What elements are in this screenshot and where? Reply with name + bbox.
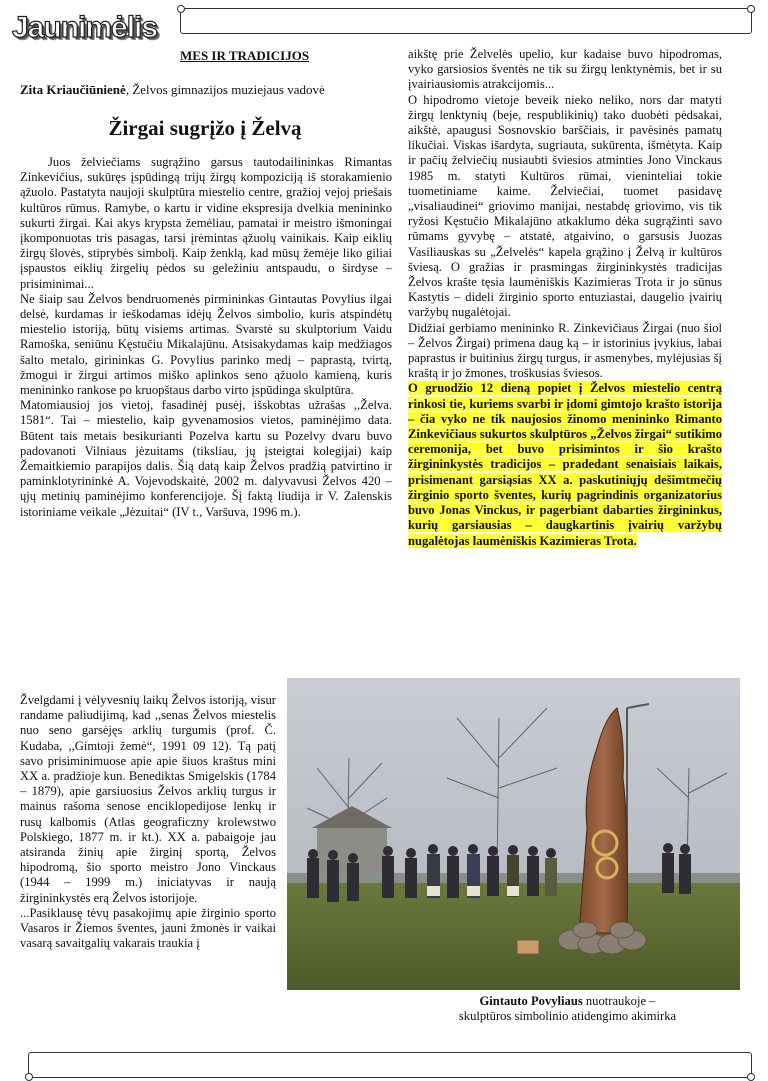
author-name: Zita Kriaučiūnienė (20, 82, 126, 97)
caption-text: nuotraukoje – (582, 994, 656, 1008)
section-heading: MES IR TRADICIJOS (180, 48, 310, 63)
footer-scroll-banner (28, 1052, 752, 1078)
author-line (20, 82, 390, 97)
article-title: Žirgai sugrįžo į Želvą (108, 116, 302, 140)
highlighted-paragraph (408, 381, 722, 548)
paragraph: ...Pasiklausę tėvų pasakojimų apie žirginio sporto Vasaros ir Žiemos šventes, jauni žmonės ir vaikai vasarą savaitgalių vakarais traukia į (20, 905, 276, 951)
paragraph: O hipodromo vietoje beveik nieko neliko, nors dar matyti žirgų lenktynių (beje, respublikinių) tako duobėti pėdsakai, aikštė, apaugusi Sosnovskio barščiais, ir pavėsinės pamatų likučiai. Viskas išardyta, sugriauta, sukūrenta, išmėtyta. Kaip ir pačių želviečių nusiaubti šviesios atminties Jono Vinckaus 1985 m. statyti Kultūros rūmai, vieninteliai tokie tuometiniame kaime. Želviečiai, tuomet pasidavę „visaliaudinei“ griovimo manijai, nestabdę griovimo, vis tik ryžosi Kęstučio Mikalajūno atkaklumo dėka sugrąžinti savo rūmams gyvybę – atstatė, atgaivino, o garsusis Juozas Vasiliauskas su „Želvelės“ kapela grąžino į Želvą ir kultūros šviesą. O gražias ir prasmingas žirgininkystės tradicijas Želvos krašte tęsia laumėniškis Kazimieras Trota ir jo sūnus Kastytis – dideli žirginio sporto entuziastai, daugelio įvairių varžybų nugalėtojai. (408, 92, 722, 320)
masthead-logo: Jaunimėlis (12, 11, 158, 44)
article-column-left (20, 155, 392, 520)
paragraph: Matomiausioj jos vietoj, fasadinėj pusėj, išskobtas užrašas ,,Želva. 1581“. Tai – miestelio, kaip gyvenamosios vietos, paminėjimo data. Būtent tais metais besikurianti Pozelva kartu su Pozelvy dvaru buvo padovanoti Vilniaus jėzuitams (tiksliau, jų įsteigtai kolegijai) kaip Žemaitkiemio parapijos dalis. Šią datą kaip Želvos pradžią patvirtino ir paminklotyrininkė A. Vojevodskaitė, 2002 m. dalyvavusi Želvos 420 – ųjų metinių paminėjimo konferencijoje. Šį faktą liudija ir V. Zalenskis istoriniame veikale „Jėzuitai“ (IV t., Varšuva, 1996 m.). (20, 398, 392, 519)
author-role: , Želvos gimnazijos muziejaus vadovė (125, 82, 325, 97)
paragraph: Didžiai gerbiamo menininko R. Zinkevičiaus Žirgai (nuo šiol – Želvos Žirgai) primena daug ką – ir istorinius įvykius, labai paprastus ir buitinius žirgų turgus, ir asmenybes, mylėjusias šį kraštą ir jo žmones, troškusias šviesos. (408, 320, 722, 381)
photo-caption (395, 994, 740, 1024)
caption-line-2: skulptūros simbolinio atidengimo akimirka (458, 1009, 677, 1023)
article-column-left-narrow (20, 693, 276, 951)
paragraph: aikštę prie Želvelės upelio, kur kadaise buvo hipodromas, vyko garsiosios šventės ne tik su žirgų lenktynėmis, bet ir su įvairiausiomis atrakcijomis... (408, 47, 722, 92)
article-column-right (408, 47, 722, 549)
caption-author: Gintauto Povyliaus (479, 994, 583, 1008)
header-scroll-banner (180, 8, 752, 34)
highlight-text: O gruodžio 12 dieną popiet į Želvos miestelio centrą rinkosi tie, kuriems svarbi ir įdomi gimtojo krašto istorija – čia vyko ne tik naujosios žinomo menininko Rimanto Zinkevičiaus sukurtos skulptūros „Želvos žirgai“ sutikimo ceremonija, bet buvo prisimintos ir šio krašto žirgininkystės tradicijos – pradedant senaisiais laikais, prisimenant garsiąsias XX a. paskutiniųjų dešimtmečių žirginio sporto šventes, kurių pagrindinis organizatorius buvo Jonas Vinckus, ir pagerbiant dabarties žirgininkus, kurių garsiausias – daugkartinis įvairių varžybų nugalėtojas laumėniškis Kazimieras Trota. (408, 381, 722, 548)
paragraph: Žvelgdami į vėlyvesnių laikų Želvos istoriją, visur randame paliudijimą, kad ,,senas Želvos miestelis nuo seno garsėjęs arklių turgumis (prof. Č. Kudaba, ,,Gimtoji žemė“, 1991 09 12). Tą patį savo prisiminimuose apie apie šiuos kraštus mini XX a. pradžioje kun. Benediktas Smigelskis (1784 – 1879), apie garsiuosius Želvos arklių turgus ir mainus rašoma senose enciklopedijose lenkų ir rusų kalbomis (Atlas geograficzny krolewstwo Polskiego, 1877 m. ir kt.). XX a. pabaigoje jau atsiranda žinių apie žirginį sportą, Želvos hipodromą, šio sporto meistro Jono Vinckaus (1944 – 1999 m.) iniciatyvas ir naują žirgininkystės erą Želvos istorijoje. (20, 693, 276, 905)
paragraph: Juos želviečiams sugrąžino garsus tautodailininkas Rimantas Zinkevičius, sukūręs įspūdingą trijų žirgų kompoziciją iš storakamienio ąžuolo. Pastatyta naujoji skulptūra miestelio centre, gražioj vejoj priešais kultūros rūmus. Ramybe, o kartu ir vidine ekspresija dvelkia menininko sukurti žirgai. Kai akys krypsta žemėliau, pamatai ir meistro išmoningai įkomponuotas tris pasagas, tarsi įrėmintas ąžuolų vainikais. Kaip eiklių žirgų šlovės, stiprybės simbolį. Kaip ženklą, kad mūsų žemėje liko giliai įspaustos eiklių žirgelių pėdos su geležiniu antspaudu, o širdyse – prisiminimai... (20, 155, 392, 291)
sculpture-photo (287, 678, 740, 990)
paragraph: Ne šiaip sau Želvos bendruomenės pirmininkas Gintautas Povylius ilgai delsė, kurdamas ir ieškodamas idėjų Želvos simbolio, kuris atspindėtų miestelio istoriją, būtų visiems artimas. Svarstė su skulptorium Vaidu Ramoška, seniūnu Kęstučiu Mikalajūnu. Atsisakydamas kaip medžiagos šalto metalo, girininkas G. Povylius parinko medį – paprastą, tvirtą, žmogui ir žirgui artimos miško aplinkos seno ąžuolo kamieną, kuris menininko rankose po kruopštaus darbo virto įspūdinga skulptūra. (20, 291, 392, 398)
photo-illustration (287, 678, 740, 990)
